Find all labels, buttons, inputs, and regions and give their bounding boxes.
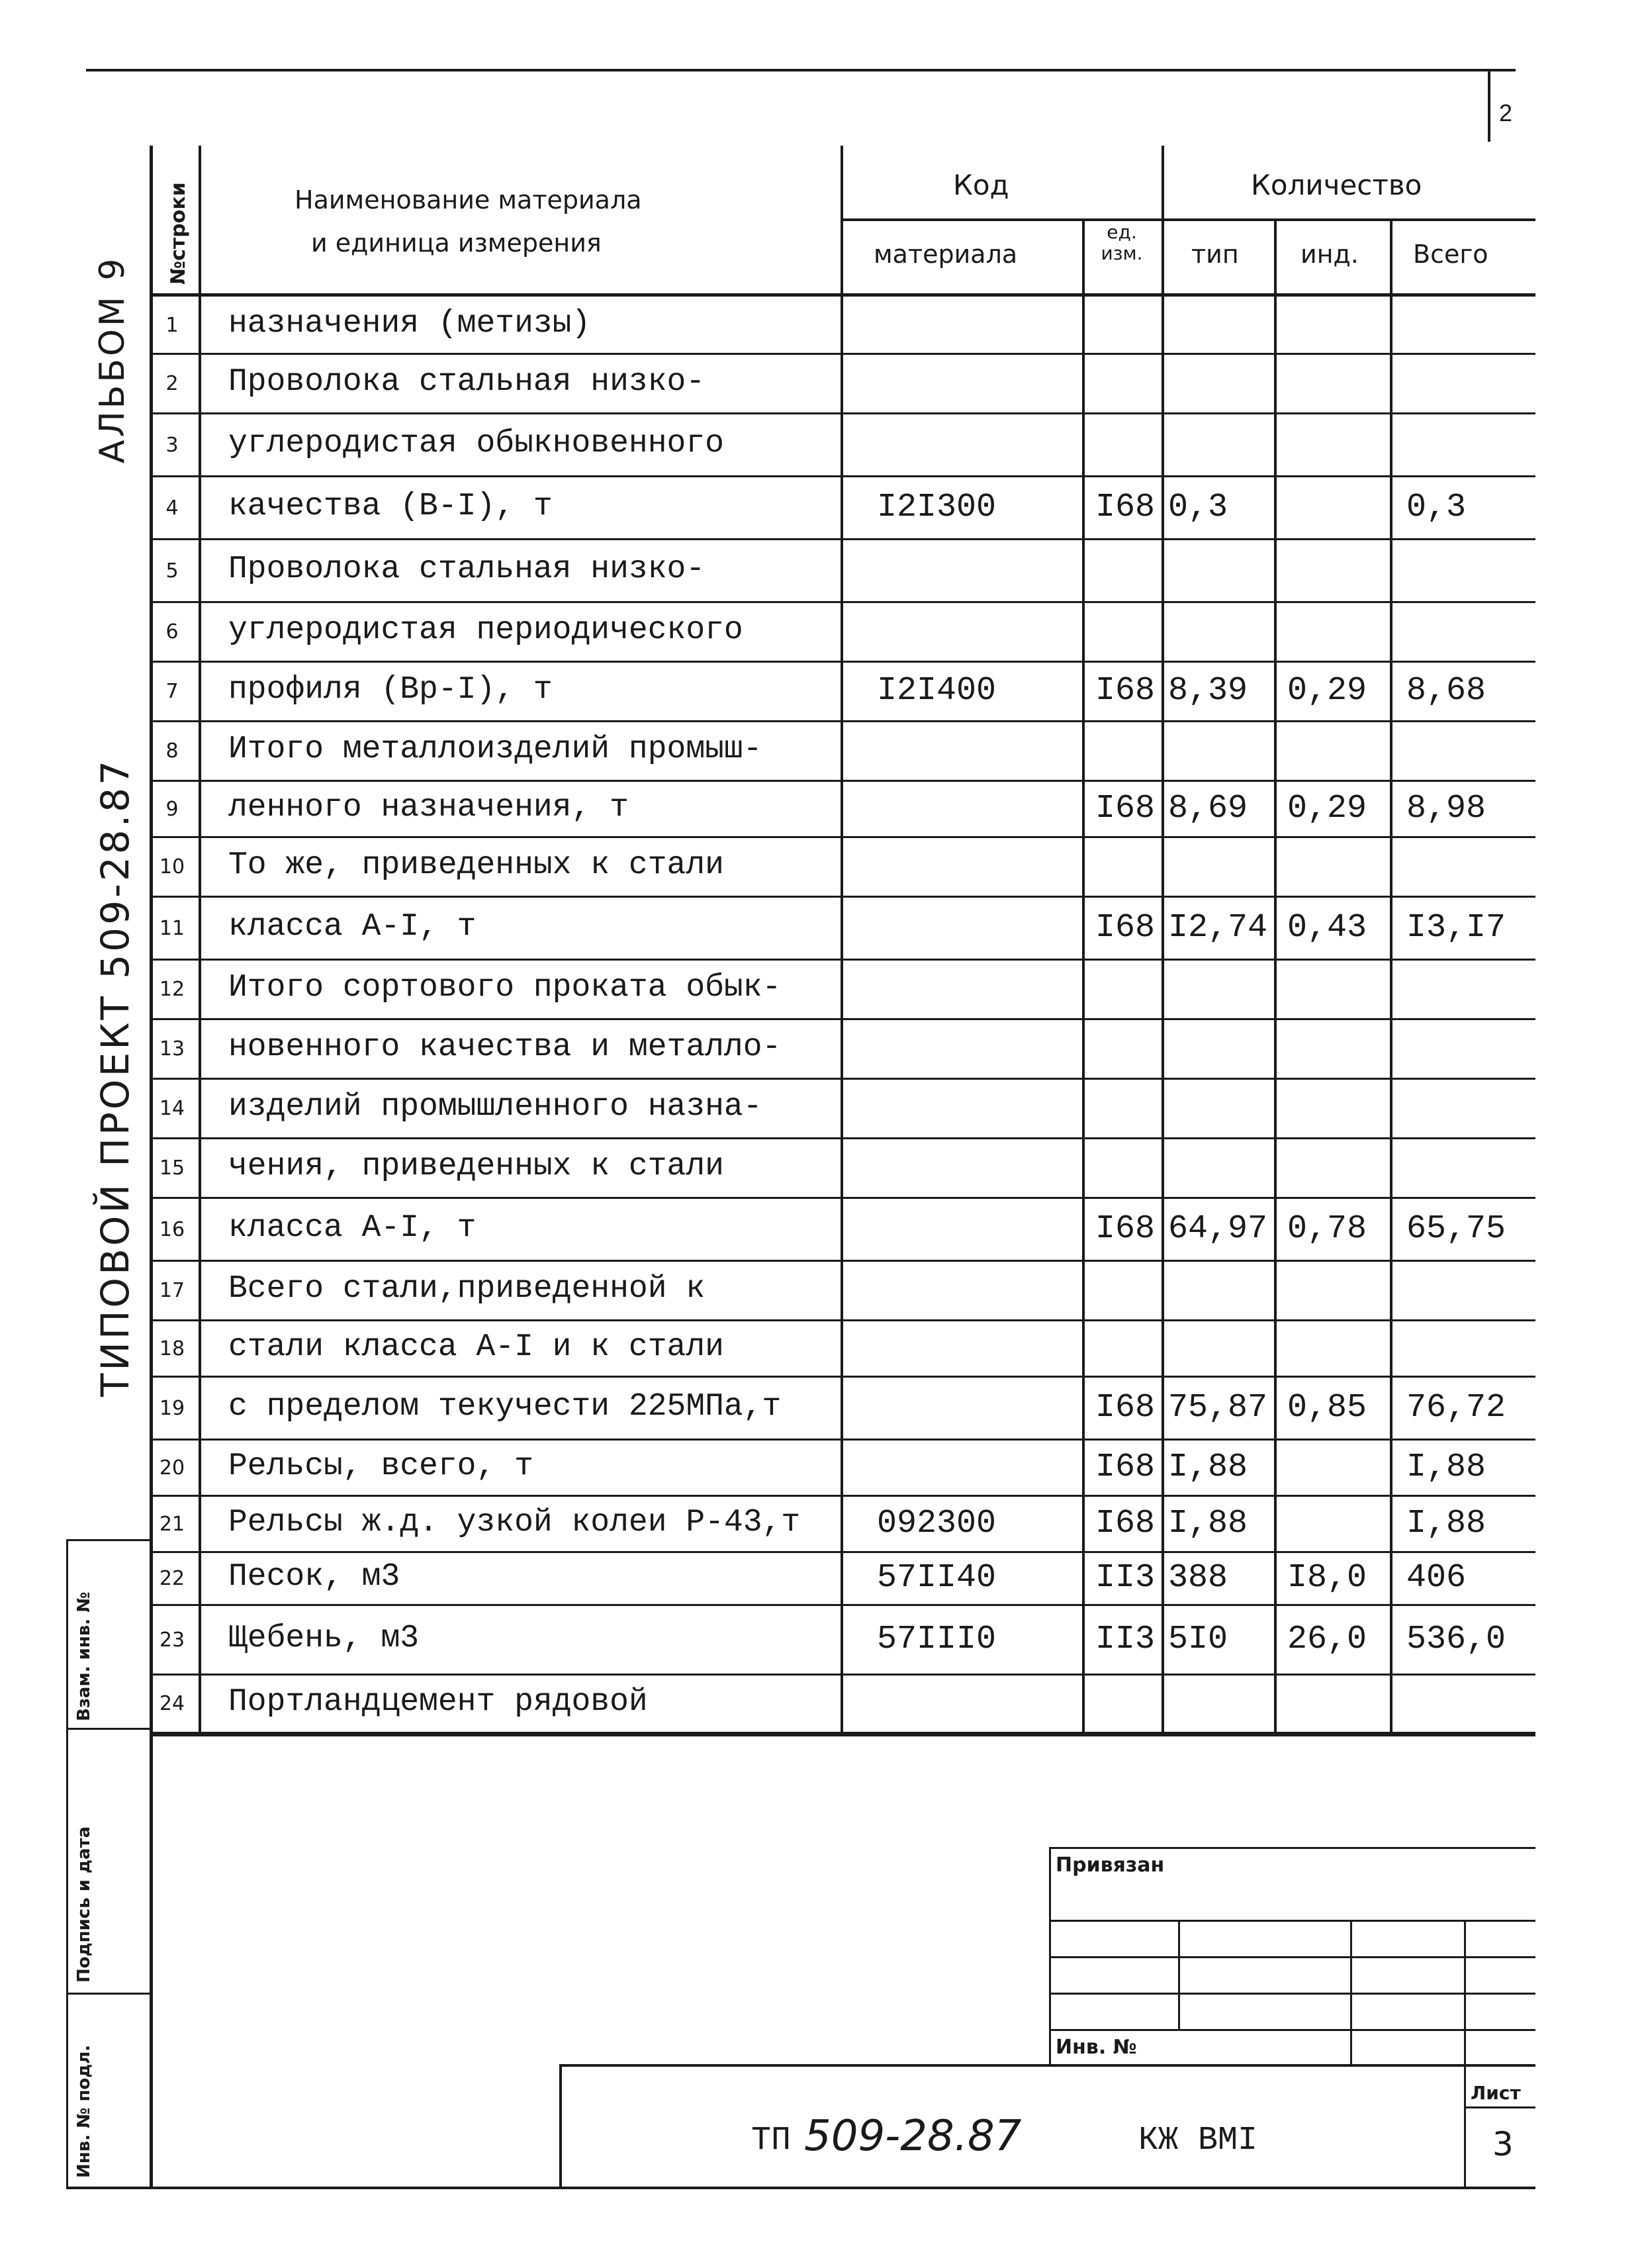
strip-line-top <box>66 1539 151 1541</box>
col-line-3 <box>1082 218 1085 1734</box>
cell-name: качества (В-I), т <box>228 488 553 524</box>
doc-mark: КЖ ВМI <box>1138 2122 1258 2159</box>
row-separator <box>150 1197 1535 1199</box>
cell-ind: 0,78 <box>1287 1209 1367 1248</box>
cell-total: 76,72 <box>1406 1388 1506 1427</box>
cell-name: Щебень, м3 <box>228 1620 420 1656</box>
cell-name: Портландцемент рядовой <box>228 1684 648 1720</box>
cell-name: Итого металлоизделий промыш- <box>228 732 762 767</box>
header-code-material: материала <box>874 240 1018 269</box>
cell-name: новенного качества и металло- <box>228 1029 782 1065</box>
stamp-grid-2 <box>1049 1956 1535 1958</box>
row-number: 21 <box>159 1512 185 1536</box>
doc-prefix: ТП <box>751 2122 792 2159</box>
row-separator <box>150 661 1535 663</box>
cell-name: ленного назначения, т <box>228 789 629 826</box>
row-number: 9 <box>165 797 179 821</box>
cell-unit: I68 <box>1095 672 1156 710</box>
row-separator <box>150 1674 1535 1676</box>
cell-total: 8,68 <box>1406 672 1486 710</box>
cell-ind: 0,29 <box>1287 789 1367 827</box>
row-number: 19 <box>159 1396 185 1420</box>
cell-ind: 0,43 <box>1287 908 1367 947</box>
row-separator <box>150 959 1535 961</box>
row-separator <box>150 1078 1535 1080</box>
cell-name: чения, приведенных к стали <box>228 1149 724 1184</box>
cell-unit: I68 <box>1095 1388 1156 1427</box>
cell-type: I,88 <box>1168 1504 1248 1542</box>
header-row-no: №строки <box>167 182 190 285</box>
row-number: 15 <box>159 1157 185 1180</box>
row-separator <box>150 1439 1535 1441</box>
cell-name: углеродистая обыкновенного <box>228 425 724 461</box>
row-separator <box>150 1376 1535 1378</box>
row-separator <box>150 412 1535 414</box>
corner-mark: 2 <box>1499 99 1513 126</box>
podpis-label: Подпись и дата <box>74 1826 94 1983</box>
stamp-grid-4 <box>1049 2029 1535 2031</box>
row-number: 4 <box>165 496 179 520</box>
cell-ind: I8,0 <box>1287 1559 1367 1597</box>
cell-unit: I68 <box>1095 789 1156 827</box>
inv-label: Инв. № подл. <box>74 2044 94 2178</box>
row-separator <box>150 836 1535 838</box>
cell-type: I,88 <box>1168 1448 1248 1486</box>
sheet-number: 3 <box>1492 2125 1514 2163</box>
cell-total: 536,0 <box>1406 1620 1506 1658</box>
cell-ind: 26,0 <box>1287 1620 1367 1658</box>
row-number: 24 <box>159 1692 185 1715</box>
cell-total: I,88 <box>1406 1448 1486 1486</box>
row-separator <box>150 1260 1535 1262</box>
row-separator <box>150 1137 1535 1139</box>
col-line-5 <box>1274 218 1277 1734</box>
row-number: 6 <box>165 620 179 643</box>
row-number: 16 <box>159 1217 185 1241</box>
album-label: АЛЬБОМ 9 <box>93 256 132 463</box>
project-label: ТИПОВОЙ ПРОЕКТ 509-28.87 <box>93 758 138 1397</box>
cell-code: I2I300 <box>877 488 997 526</box>
cell-name: То же, приведенных к стали <box>228 847 724 883</box>
row-separator <box>150 1495 1535 1497</box>
cell-type: 388 <box>1168 1559 1228 1597</box>
row-separator <box>150 475 1535 477</box>
cell-name: класса А-I, т <box>228 1209 477 1246</box>
stamp-grid-1 <box>1049 1920 1535 1922</box>
header-code-unit: ед. изм. <box>1101 221 1143 264</box>
cell-type: 75,87 <box>1168 1388 1268 1427</box>
cell-code: 092300 <box>877 1504 997 1542</box>
cell-type: 64,97 <box>1168 1209 1268 1248</box>
table-bottom-line <box>150 1733 1535 1736</box>
stamp-col-1 <box>1178 1920 1180 2029</box>
row-number: 20 <box>159 1456 185 1480</box>
cell-name: изделий промышленного назна- <box>228 1089 762 1125</box>
cell-name: назначения (метизы) <box>228 305 591 342</box>
privyazan-label: Привязан <box>1056 1854 1165 1877</box>
page-bottom-line <box>66 2187 1535 2189</box>
sheet-label-line <box>1464 2106 1535 2108</box>
cell-unit: I68 <box>1095 908 1156 947</box>
stamp-col-3 <box>1464 1920 1466 2188</box>
row-number: 8 <box>165 739 179 763</box>
row-number: 13 <box>159 1037 185 1061</box>
cell-code: I2I400 <box>877 672 997 710</box>
cell-total: 406 <box>1406 1559 1467 1597</box>
cell-ind: 0,85 <box>1287 1388 1367 1427</box>
cell-total: 65,75 <box>1406 1209 1506 1248</box>
cell-name: углеродистая периодического <box>228 612 743 648</box>
header-qty-ind: инд. <box>1300 240 1359 269</box>
header-qty-type: тип <box>1191 240 1239 269</box>
row-number: 7 <box>165 680 179 703</box>
cell-name: Проволока стальная низко- <box>228 364 706 400</box>
cell-total: I3,I7 <box>1406 908 1506 947</box>
header-name-2: и единица измерения <box>311 228 602 258</box>
cell-name: с пределом текучести 225МПа,т <box>228 1388 782 1425</box>
cell-total: 8,98 <box>1406 789 1486 827</box>
row-number: 23 <box>159 1628 185 1652</box>
row-separator <box>150 896 1535 898</box>
strip-line-2 <box>66 1993 151 1995</box>
cell-unit: I68 <box>1095 1209 1156 1248</box>
cell-type: 0,3 <box>1168 488 1228 526</box>
cell-type: I2,74 <box>1168 908 1268 947</box>
header-name-1: Наименование материала <box>295 185 642 214</box>
cell-unit: I68 <box>1095 1504 1156 1542</box>
cell-code: 57II40 <box>877 1559 997 1597</box>
row-number: 5 <box>165 559 179 583</box>
row-number: 18 <box>159 1337 185 1360</box>
header-code: Код <box>953 169 1009 201</box>
top-rule <box>86 69 1516 71</box>
cell-name: Рельсы, всего, т <box>228 1448 533 1484</box>
row-number: 22 <box>159 1567 185 1590</box>
row-separator <box>150 1551 1535 1553</box>
cell-name: Песок, м3 <box>228 1559 400 1595</box>
cell-name: Итого сортового проката обык- <box>228 970 782 1006</box>
stamp-top-line <box>1049 1847 1535 1849</box>
cell-name: профиля (Вр-I), т <box>228 672 553 708</box>
stamp-col-2 <box>1350 1920 1352 2065</box>
row-separator <box>150 1319 1535 1321</box>
row-number: 11 <box>159 916 185 940</box>
row-separator <box>150 1018 1535 1020</box>
strip-line-1 <box>66 1728 151 1730</box>
cell-total: 0,3 <box>1406 488 1467 526</box>
header-bottom-line <box>150 293 1535 297</box>
cell-name: Проволока стальная низко- <box>228 551 706 587</box>
header-qty: Количество <box>1251 169 1422 201</box>
cell-type: 5I0 <box>1168 1620 1228 1658</box>
header-qty-total: Всего <box>1413 240 1488 269</box>
row-separator <box>150 353 1535 355</box>
cell-type: 8,39 <box>1168 672 1248 710</box>
row-number: 17 <box>159 1279 185 1302</box>
inv-no-label: Инв. № <box>1056 2036 1137 2059</box>
cell-code: 57III0 <box>877 1620 997 1658</box>
sheet-label: Лист <box>1471 2082 1521 2104</box>
header-mid-line <box>841 218 1535 221</box>
row-number: 3 <box>165 433 179 457</box>
cell-unit: I68 <box>1095 488 1156 526</box>
stamp-main-left <box>559 2064 562 2188</box>
cell-total: I,88 <box>1406 1504 1486 1542</box>
row-number: 14 <box>159 1097 185 1120</box>
cell-ind: 0,29 <box>1287 672 1367 710</box>
row-separator <box>150 780 1535 782</box>
row-separator <box>150 601 1535 603</box>
stamp-main-top <box>559 2064 1535 2067</box>
cell-unit: II3 <box>1095 1559 1156 1597</box>
row-number: 2 <box>165 372 179 395</box>
cell-name: класса А-I, т <box>228 908 477 945</box>
cell-name: Всего стали,приведенной к <box>228 1271 706 1307</box>
row-number: 1 <box>165 313 179 337</box>
stamp-grid-3 <box>1049 1993 1535 1995</box>
vzam-label: Взам. инв. № <box>74 1591 94 1721</box>
strip-left-line <box>66 1539 68 2188</box>
corner-rule <box>1488 69 1490 142</box>
cell-type: 8,69 <box>1168 789 1248 827</box>
cell-unit: II3 <box>1095 1620 1156 1658</box>
row-number: 12 <box>159 978 185 1001</box>
row-separator <box>150 720 1535 722</box>
cell-unit: I68 <box>1095 1448 1156 1486</box>
row-separator <box>150 538 1535 540</box>
cell-name: Рельсы ж.д. узкой колеи Р-43,т <box>228 1504 801 1540</box>
doc-number: 509-28.87 <box>804 2112 1022 2161</box>
row-number: 10 <box>159 855 185 878</box>
row-separator <box>150 1604 1535 1606</box>
cell-name: стали класса А-I и к стали <box>228 1329 724 1365</box>
col-line-6 <box>1390 218 1392 1734</box>
